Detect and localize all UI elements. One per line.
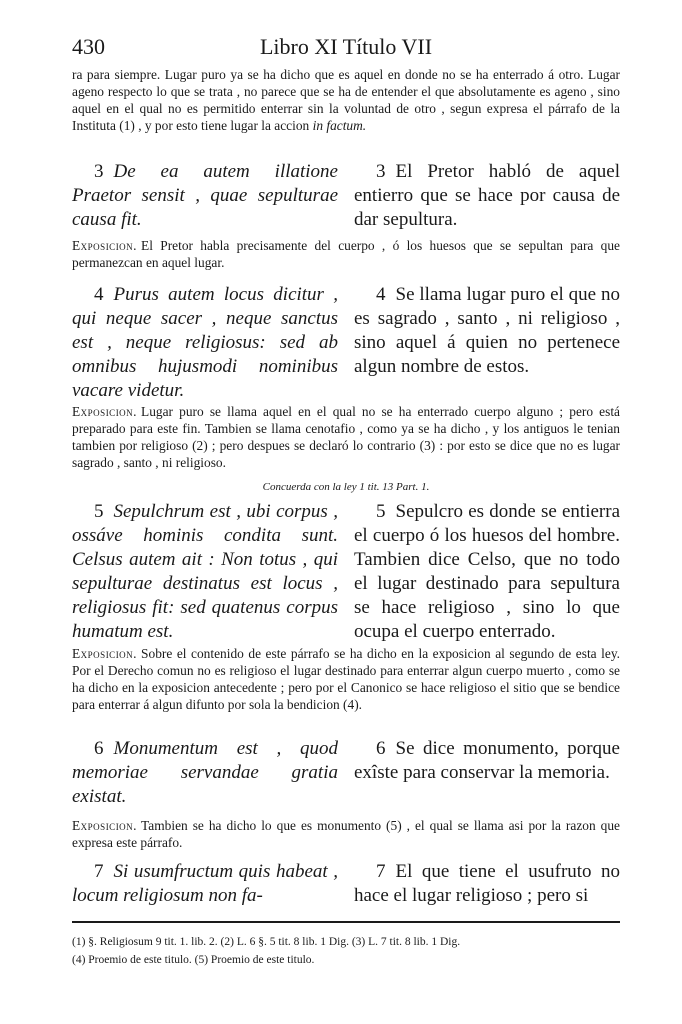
spanish-text	[354, 860, 620, 908]
exposition-text: Sobre el contenido de este párrafo se ha dicho en la exposicion al segundo de esta ley. Por el Derecho comun no es religioso el lugar destinado para enterrar algun cuerpo muerto , como se ha dicho en la exposicion antecedente ; pero por el Canonico se hace religioso el sitio que se bendice para enterrar á algun difunto por sola la bendicion (4).	[72, 646, 620, 712]
page-number: 430	[72, 34, 105, 59]
latin-body: Si usumfructum quis habeat , locum religiosum non fa-	[72, 861, 338, 906]
section-5	[72, 500, 620, 644]
exposition-text: Lugar puro se llama aquel en el qual no se ha enterrado cuerpo alguno ; pero está preparado para este fin. Tambien se llama cenotafio , como ya se ha dicho , y los antiguos le tenian tambien por religioso (2) ; pero despues se declaró lo contrario (3) : por esto se dice que no es lugar sagrado , santo , ni religioso.	[72, 404, 620, 470]
exposition-4	[72, 403, 620, 471]
exposition-label: Exposicion.	[72, 646, 138, 661]
latin-text	[72, 500, 338, 644]
spanish-body: El que tiene el usufruto no hace el lugar religioso ; pero si	[354, 861, 620, 906]
section-number: 5	[376, 501, 386, 522]
section-number: 7	[376, 861, 386, 882]
latin-text	[72, 737, 338, 809]
exposition-6	[72, 817, 620, 851]
concordance-note: Concuerda con la ley 1 tit. 13 Part. 1.	[262, 481, 430, 493]
latin-body: Purus autem locus dicitur , qui neque sacer , neque sanctus est , neque religiosus: sed ab omnibus hujusmodi nominibus vacare videtur.	[72, 284, 338, 401]
section-number: 6	[94, 738, 104, 759]
running-title: Libro XI Título VII	[259, 34, 433, 59]
spanish-body: Se dice monumento, porque exîste para conservar la memoria.	[354, 738, 620, 783]
section-4	[72, 283, 620, 403]
exposition-label: Exposicion.	[72, 818, 138, 833]
section-7	[72, 860, 620, 908]
footnote-line-1: (1) §. Religiosum 9 tit. 1. lib. 2. (2) L. 6 §. 5 tit. 8 lib. 1 Dig. (3) L. 7 tit. 8 lib. 1 Dig.	[72, 936, 461, 948]
spanish-text	[354, 500, 620, 644]
spanish-body: Sepulcro es donde se entierra el cuerpo ó los huesos del hombre. Tambien dice Celso, que no todo el lugar destinado para sepultura se hace religioso , sino lo que ocupa el cuerpo enterrado.	[354, 501, 620, 642]
section-3	[72, 160, 620, 232]
exposition-text: El Pretor habla precisamente del cuerpo , ó los huesos que se sepultan para que permanezcan en aquel lugar.	[72, 238, 620, 270]
section-number: 3	[94, 161, 104, 182]
section-number: 6	[376, 738, 386, 759]
intro-ending: in factum.	[312, 118, 367, 133]
exposition-label: Exposicion.	[72, 238, 138, 253]
footnote-line-2: (4) Proemio de este titulo. (5) Proemio de este titulo.	[72, 954, 315, 966]
exposition-3	[72, 237, 620, 271]
latin-text	[72, 283, 338, 403]
latin-body: Sepulchrum est , ubi corpus , ossáve hominis condita sunt. Celsus autem ait : Non totus , qui sepulturae destinatus est locus , religiosus fit: sed quatenus corpus humatum est.	[72, 501, 338, 642]
spanish-text	[354, 737, 620, 809]
intro-paragraph	[72, 66, 620, 134]
section-number: 7	[94, 861, 104, 882]
section-number: 3	[376, 161, 386, 182]
latin-text	[72, 860, 338, 908]
spanish-text	[354, 283, 620, 403]
section-number: 4	[376, 284, 386, 305]
spanish-text	[354, 160, 620, 232]
section-6	[72, 737, 620, 809]
section-number: 4	[94, 284, 104, 305]
latin-body: Monumentum est , quod memoriae servandae gratia existat.	[72, 738, 338, 807]
exposition-5	[72, 645, 620, 713]
exposition-text: Tambien se ha dicho lo que es monumento (5) , el qual se llama asi por la razon que expresa este párrafo.	[72, 818, 620, 850]
section-number: 5	[94, 501, 104, 522]
spanish-body: El Pretor habló de aquel entierro que se hace por causa de dar sepultura.	[354, 161, 620, 230]
footnote-divider	[72, 921, 620, 923]
page-header	[72, 28, 620, 58]
spanish-body: Se llama lugar puro el que no es sagrado , santo , ni religioso , sino aquel á quien no pertenece algun nombre de estos.	[354, 284, 620, 377]
exposition-label: Exposicion.	[72, 404, 138, 419]
intro-text: ra para siempre. Lugar puro ya se ha dicho que es aquel en donde no se ha enterrado á otro. Lugar ageno respecto lo que se trata , no parece que se ha de entender el que absolutamente es ageno , sino aquel en el qual no es permitido enterrar sin la voluntad de otro , segun expresa el párrafo de la Instituta (1) , y por esto tiene lugar la accion	[72, 67, 620, 133]
latin-body: De ea autem illatione Praetor sensit , quae sepulturae causa fit.	[72, 161, 338, 230]
latin-text	[72, 160, 338, 232]
